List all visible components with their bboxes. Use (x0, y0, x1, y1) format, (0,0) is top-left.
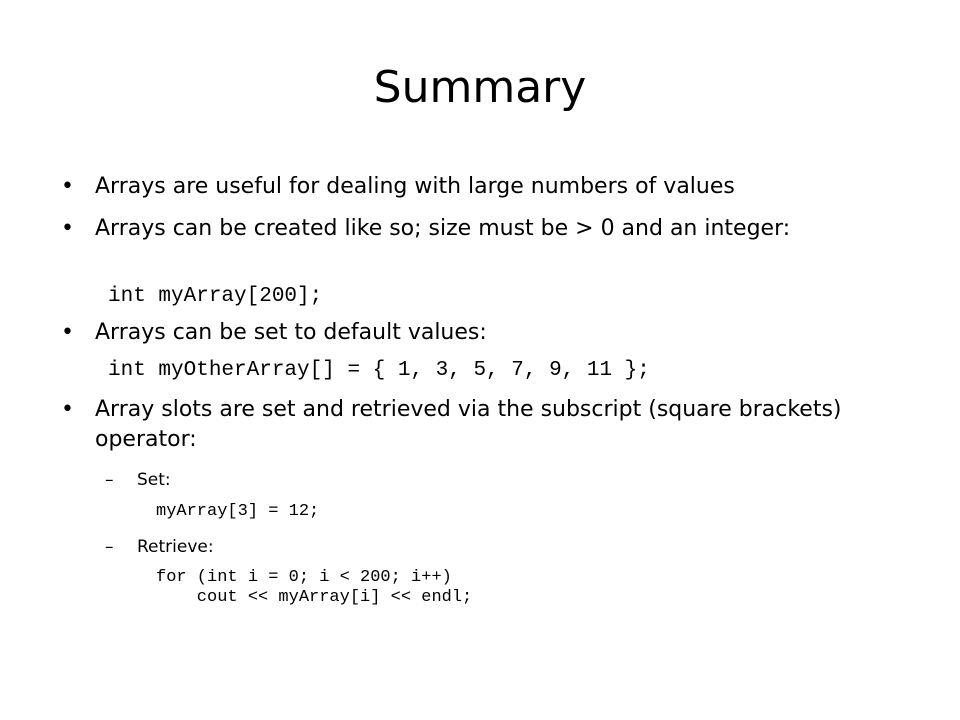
bullet-item (61, 318, 895, 348)
bullet-icon: • (61, 320, 74, 345)
bullet-icon: • (61, 174, 74, 199)
code-snippet: for (int i = 0; i < 200; i++) cout << myArray[i] << endl; (156, 568, 473, 607)
bullet-text: Arrays can be set to default values: (95, 320, 487, 345)
sub-bullet-item (105, 468, 171, 492)
dash-icon: – (105, 537, 114, 557)
slide-title: Summary (373, 62, 587, 113)
sub-bullet-item (105, 535, 214, 559)
bullet-text: Arrays can be created like so; size must be > 0 and an integer: (95, 216, 791, 241)
sub-bullet-label: Retrieve: (137, 537, 214, 557)
bullet-item (61, 395, 895, 455)
dash-icon: – (105, 470, 114, 490)
bullet-text: Array slots are set and retrieved via the subscript (square brackets) operator: (95, 397, 842, 452)
bullet-text: Arrays are useful for dealing with large numbers of values (95, 174, 735, 199)
code-snippet: int myOtherArray[] = { 1, 3, 5, 7, 9, 11 }; (108, 359, 650, 382)
code-snippet: myArray[3] = 12; (156, 502, 320, 521)
bullet-item (61, 172, 895, 202)
bullet-icon: • (61, 216, 74, 241)
code-snippet: int myArray[200]; (108, 285, 323, 308)
bullet-item (61, 214, 835, 244)
bullet-icon: • (61, 397, 74, 422)
sub-bullet-label: Set: (137, 470, 171, 490)
